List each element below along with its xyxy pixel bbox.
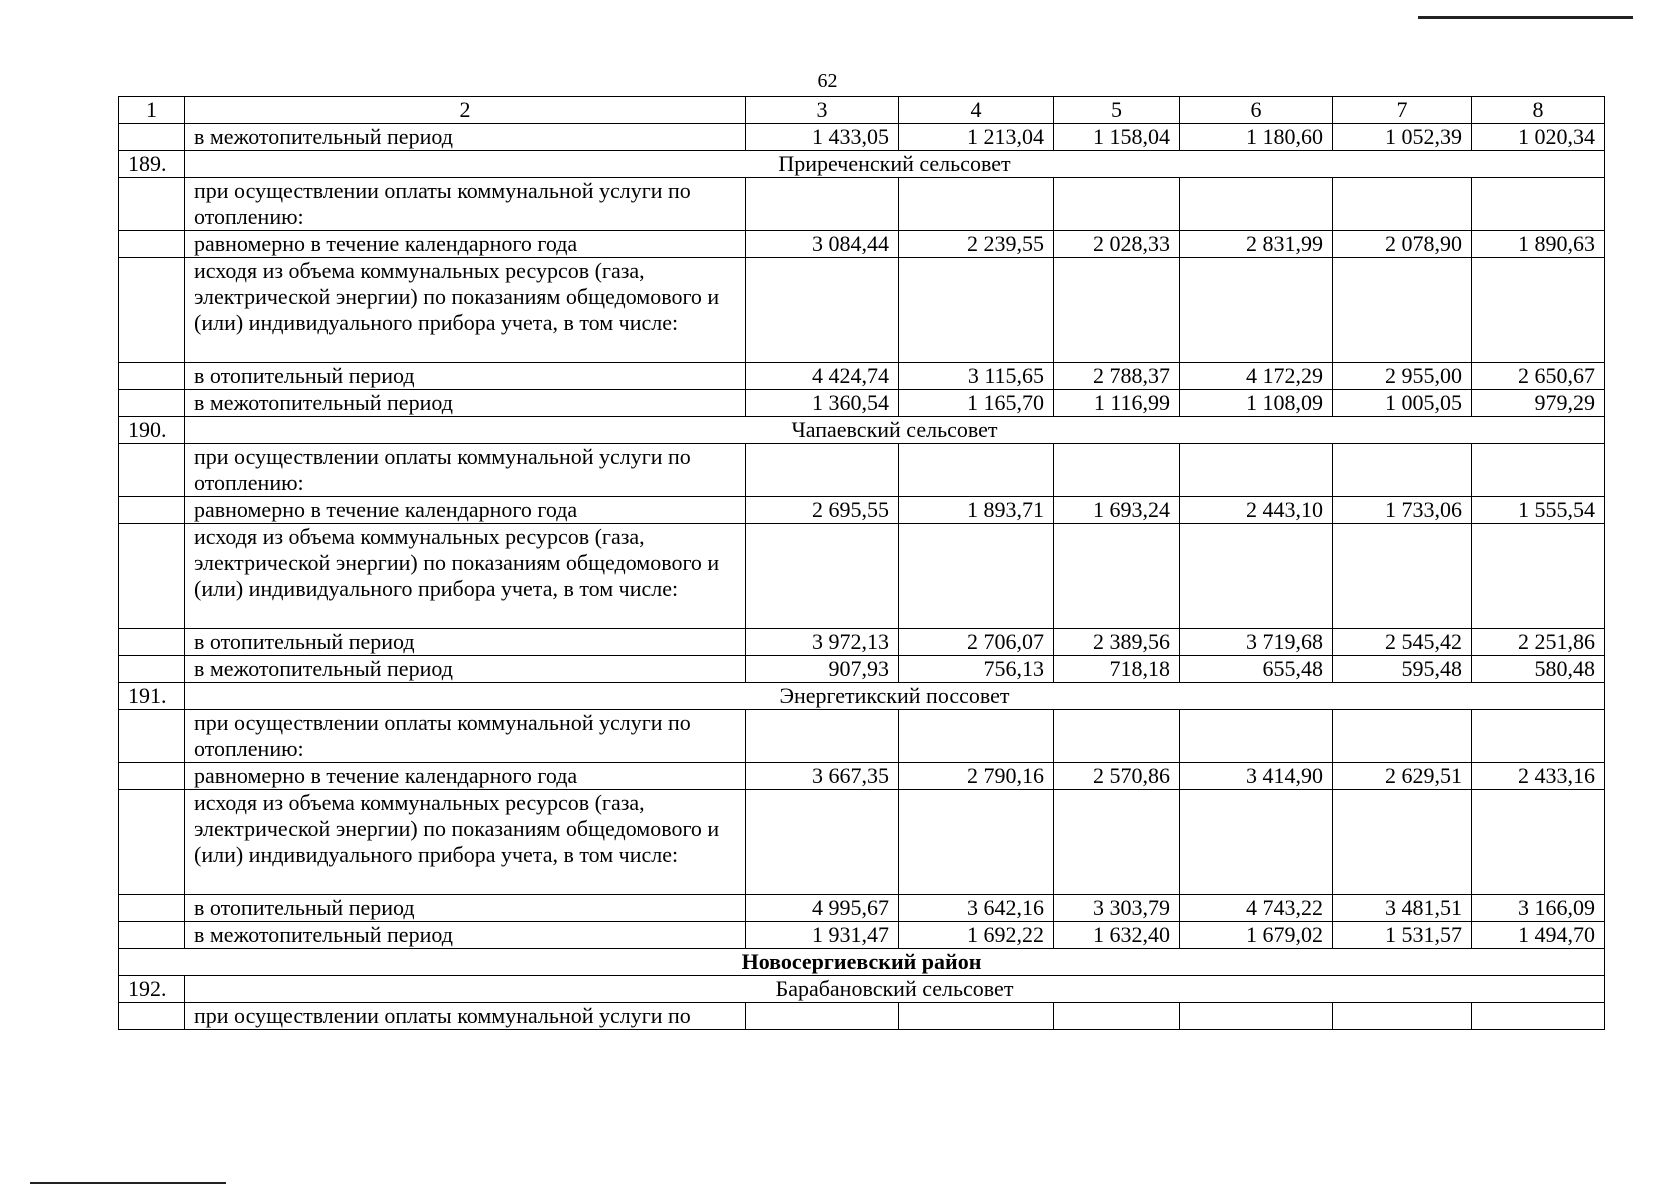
table-row bbox=[119, 363, 1605, 390]
value-cell: 2 831,99 bbox=[1180, 231, 1333, 258]
section-title: Барабановский сельсовет bbox=[185, 976, 1605, 1003]
column-header: 7 bbox=[1333, 97, 1472, 124]
value-cell: 2 570,86 bbox=[1054, 763, 1180, 790]
value-cell: 1 531,57 bbox=[1333, 922, 1472, 949]
section-row bbox=[119, 683, 1605, 710]
value-cell bbox=[1333, 524, 1472, 629]
value-cell: 4 424,74 bbox=[746, 363, 899, 390]
value-cell: 3 303,79 bbox=[1054, 895, 1180, 922]
value-cell bbox=[1054, 258, 1180, 363]
value-cell: 2 650,67 bbox=[1472, 363, 1605, 390]
value-cell bbox=[746, 258, 899, 363]
value-cell bbox=[746, 524, 899, 629]
district-title: Новосергиевский район bbox=[119, 949, 1605, 976]
value-cell: 1 693,24 bbox=[1054, 497, 1180, 524]
table-row bbox=[119, 1003, 1605, 1030]
value-cell bbox=[1180, 524, 1333, 629]
row-number-cell bbox=[119, 524, 185, 629]
value-cell: 1 052,39 bbox=[1333, 124, 1472, 151]
value-cell: 2 078,90 bbox=[1333, 231, 1472, 258]
row-number-cell bbox=[119, 390, 185, 417]
value-cell: 1 360,54 bbox=[746, 390, 899, 417]
row-label: исходя из объема коммунальных ресурсов (газа, электрической энергии) по показаниям общедомового и (или) индивидуального прибора учета, в том числе: bbox=[185, 524, 746, 629]
section-row bbox=[119, 151, 1605, 178]
page-number: 62 bbox=[817, 70, 838, 92]
value-cell bbox=[1180, 444, 1333, 497]
row-label: при осуществлении оплаты коммунальной услуги по отоплению: bbox=[185, 710, 746, 763]
table-row bbox=[119, 895, 1605, 922]
table-row bbox=[119, 922, 1605, 949]
row-label: при осуществлении оплаты коммунальной услуги по отоплению: bbox=[185, 444, 746, 497]
value-cell: 1 893,71 bbox=[899, 497, 1054, 524]
value-cell bbox=[1472, 1003, 1605, 1030]
table-row bbox=[119, 656, 1605, 683]
section-number: 191. bbox=[119, 683, 185, 710]
value-cell: 2 433,16 bbox=[1472, 763, 1605, 790]
value-cell bbox=[1333, 178, 1472, 231]
row-label: при осуществлении оплаты коммунальной услуги по bbox=[185, 1003, 746, 1030]
value-cell bbox=[746, 178, 899, 231]
row-label: исходя из объема коммунальных ресурсов (газа, электрической энергии) по показаниям общедомового и (или) индивидуального прибора учета, в том числе: bbox=[185, 258, 746, 363]
value-cell bbox=[1054, 524, 1180, 629]
value-cell bbox=[746, 1003, 899, 1030]
row-number-cell bbox=[119, 629, 185, 656]
column-header: 1 bbox=[119, 97, 185, 124]
value-cell bbox=[1472, 258, 1605, 363]
value-cell: 1 733,06 bbox=[1333, 497, 1472, 524]
value-cell: 756,13 bbox=[899, 656, 1054, 683]
value-cell bbox=[899, 1003, 1054, 1030]
column-header: 5 bbox=[1054, 97, 1180, 124]
value-cell: 1 180,60 bbox=[1180, 124, 1333, 151]
section-number: 190. bbox=[119, 417, 185, 444]
value-cell: 1 890,63 bbox=[1472, 231, 1605, 258]
value-cell: 2 955,00 bbox=[1333, 363, 1472, 390]
value-cell: 3 084,44 bbox=[746, 231, 899, 258]
value-cell bbox=[1472, 524, 1605, 629]
value-cell bbox=[1333, 710, 1472, 763]
row-label: равномерно в течение календарного года bbox=[185, 497, 746, 524]
value-cell: 3 719,68 bbox=[1180, 629, 1333, 656]
value-cell: 1 679,02 bbox=[1180, 922, 1333, 949]
row-label: в межотопительный период bbox=[185, 922, 746, 949]
row-label: в межотопительный период bbox=[185, 124, 746, 151]
row-number-cell bbox=[119, 763, 185, 790]
value-cell bbox=[1054, 178, 1180, 231]
row-label: в межотопительный период bbox=[185, 656, 746, 683]
value-cell: 1 020,34 bbox=[1472, 124, 1605, 151]
section-row bbox=[119, 417, 1605, 444]
value-cell: 2 706,07 bbox=[899, 629, 1054, 656]
row-number-cell bbox=[119, 656, 185, 683]
row-number-cell bbox=[119, 710, 185, 763]
value-cell bbox=[746, 710, 899, 763]
table-row bbox=[119, 497, 1605, 524]
value-cell: 1 158,04 bbox=[1054, 124, 1180, 151]
value-cell: 655,48 bbox=[1180, 656, 1333, 683]
value-cell bbox=[746, 444, 899, 497]
table-row bbox=[119, 444, 1605, 497]
table-row bbox=[119, 629, 1605, 656]
value-cell bbox=[899, 524, 1054, 629]
section-number: 189. bbox=[119, 151, 185, 178]
row-number-cell bbox=[119, 231, 185, 258]
value-cell: 2 251,86 bbox=[1472, 629, 1605, 656]
value-cell bbox=[1054, 444, 1180, 497]
value-cell: 3 481,51 bbox=[1333, 895, 1472, 922]
table-row bbox=[119, 390, 1605, 417]
value-cell: 2 695,55 bbox=[746, 497, 899, 524]
value-cell bbox=[1054, 1003, 1180, 1030]
value-cell: 2 389,56 bbox=[1054, 629, 1180, 656]
row-label: в межотопительный период bbox=[185, 390, 746, 417]
section-title: Приреченский сельсовет bbox=[185, 151, 1605, 178]
value-cell: 3 642,16 bbox=[899, 895, 1054, 922]
row-label: равномерно в течение календарного года bbox=[185, 763, 746, 790]
value-cell: 1 692,22 bbox=[899, 922, 1054, 949]
section-title: Энергетикский поссовет bbox=[185, 683, 1605, 710]
table-row bbox=[119, 763, 1605, 790]
value-cell: 595,48 bbox=[1333, 656, 1472, 683]
row-label: в отопительный период bbox=[185, 363, 746, 390]
row-label: исходя из объема коммунальных ресурсов (газа, электрической энергии) по показаниям общедомового и (или) индивидуального прибора учета, в том числе: bbox=[185, 790, 746, 895]
row-number-cell bbox=[119, 444, 185, 497]
column-header: 4 bbox=[899, 97, 1054, 124]
value-cell bbox=[1333, 790, 1472, 895]
value-cell bbox=[899, 178, 1054, 231]
value-cell: 1 931,47 bbox=[746, 922, 899, 949]
value-cell: 718,18 bbox=[1054, 656, 1180, 683]
value-cell: 2 545,42 bbox=[1333, 629, 1472, 656]
value-cell: 1 494,70 bbox=[1472, 922, 1605, 949]
table-row bbox=[119, 124, 1605, 151]
table-row bbox=[119, 178, 1605, 231]
value-cell: 3 972,13 bbox=[746, 629, 899, 656]
row-label: при осуществлении оплаты коммунальной услуги по отоплению: bbox=[185, 178, 746, 231]
value-cell: 580,48 bbox=[1472, 656, 1605, 683]
value-cell: 979,29 bbox=[1472, 390, 1605, 417]
value-cell: 2 629,51 bbox=[1333, 763, 1472, 790]
value-cell: 2 790,16 bbox=[899, 763, 1054, 790]
table-row bbox=[119, 258, 1605, 363]
column-header: 6 bbox=[1180, 97, 1333, 124]
value-cell: 2 788,37 bbox=[1054, 363, 1180, 390]
row-number-cell bbox=[119, 124, 185, 151]
value-cell: 3 166,09 bbox=[1472, 895, 1605, 922]
row-label: равномерно в течение календарного года bbox=[185, 231, 746, 258]
row-number-cell bbox=[119, 258, 185, 363]
section-title: Чапаевский сельсовет bbox=[185, 417, 1605, 444]
table-row bbox=[119, 231, 1605, 258]
bottom-rule bbox=[30, 1182, 226, 1184]
row-number-cell bbox=[119, 922, 185, 949]
value-cell bbox=[1180, 1003, 1333, 1030]
row-number-cell bbox=[119, 178, 185, 231]
table-row bbox=[119, 710, 1605, 763]
value-cell bbox=[1472, 790, 1605, 895]
row-number-cell bbox=[119, 363, 185, 390]
value-cell: 1 005,05 bbox=[1333, 390, 1472, 417]
value-cell bbox=[1054, 790, 1180, 895]
row-label: в отопительный период bbox=[185, 895, 746, 922]
value-cell: 1 632,40 bbox=[1054, 922, 1180, 949]
column-header: 3 bbox=[746, 97, 899, 124]
value-cell bbox=[746, 790, 899, 895]
value-cell: 2 028,33 bbox=[1054, 231, 1180, 258]
row-number-cell bbox=[119, 895, 185, 922]
value-cell bbox=[1333, 258, 1472, 363]
value-cell bbox=[1472, 710, 1605, 763]
value-cell bbox=[1180, 178, 1333, 231]
value-cell: 1 433,05 bbox=[746, 124, 899, 151]
value-cell bbox=[1180, 710, 1333, 763]
value-cell: 907,93 bbox=[746, 656, 899, 683]
value-cell: 3 414,90 bbox=[1180, 763, 1333, 790]
section-number: 192. bbox=[119, 976, 185, 1003]
value-cell bbox=[1472, 444, 1605, 497]
header-row bbox=[119, 97, 1605, 124]
table-body bbox=[119, 97, 1605, 1030]
row-number-cell bbox=[119, 1003, 185, 1030]
value-cell: 3 667,35 bbox=[746, 763, 899, 790]
value-cell: 1 165,70 bbox=[899, 390, 1054, 417]
value-cell bbox=[1472, 178, 1605, 231]
value-cell bbox=[899, 258, 1054, 363]
value-cell: 4 995,67 bbox=[746, 895, 899, 922]
value-cell: 3 115,65 bbox=[899, 363, 1054, 390]
value-cell: 1 116,99 bbox=[1054, 390, 1180, 417]
top-rule bbox=[1418, 16, 1633, 19]
value-cell bbox=[1333, 444, 1472, 497]
column-header: 2 bbox=[185, 97, 746, 124]
value-cell bbox=[1333, 1003, 1472, 1030]
value-cell: 1 555,54 bbox=[1472, 497, 1605, 524]
value-cell: 2 443,10 bbox=[1180, 497, 1333, 524]
value-cell bbox=[899, 710, 1054, 763]
row-label: в отопительный период bbox=[185, 629, 746, 656]
value-cell: 1 108,09 bbox=[1180, 390, 1333, 417]
value-cell bbox=[1180, 258, 1333, 363]
district-row bbox=[119, 949, 1605, 976]
row-number-cell bbox=[119, 790, 185, 895]
table-row bbox=[119, 790, 1605, 895]
value-cell bbox=[899, 790, 1054, 895]
value-cell: 1 213,04 bbox=[899, 124, 1054, 151]
tariff-table bbox=[118, 96, 1605, 1030]
value-cell bbox=[899, 444, 1054, 497]
row-number-cell bbox=[119, 497, 185, 524]
table-row bbox=[119, 524, 1605, 629]
value-cell: 4 172,29 bbox=[1180, 363, 1333, 390]
value-cell bbox=[1054, 710, 1180, 763]
value-cell bbox=[1180, 790, 1333, 895]
value-cell: 2 239,55 bbox=[899, 231, 1054, 258]
section-row bbox=[119, 976, 1605, 1003]
value-cell: 4 743,22 bbox=[1180, 895, 1333, 922]
column-header: 8 bbox=[1472, 97, 1605, 124]
